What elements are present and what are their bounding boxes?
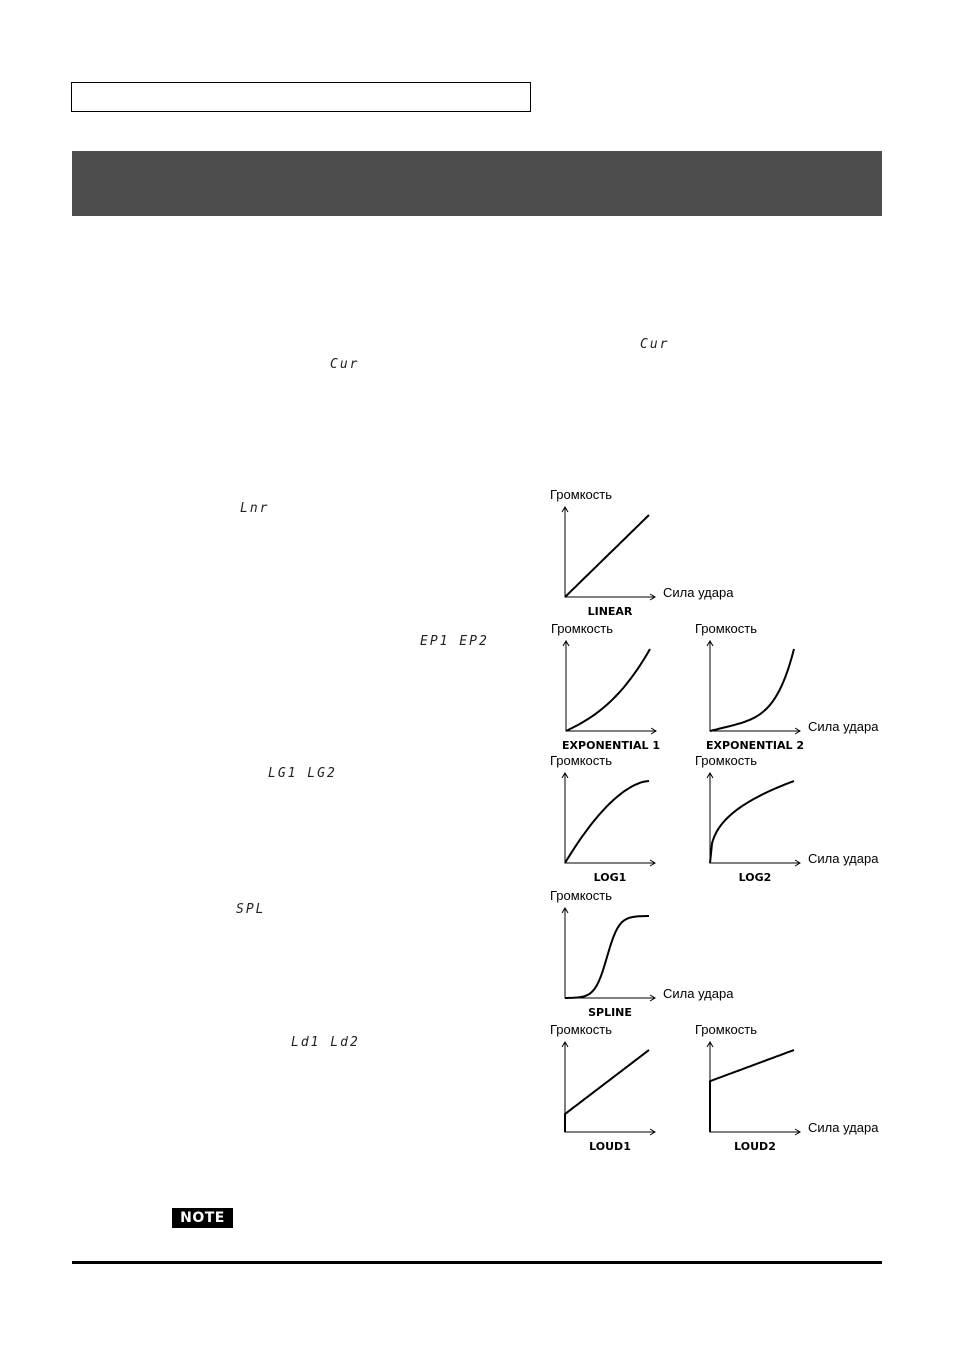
lcd-code-exponential: EP1 EP2: [420, 634, 489, 649]
y-axis-label: Громкость: [695, 1022, 757, 1037]
note-badge: NOTE: [172, 1208, 233, 1228]
y-axis-label: Громкость: [550, 753, 612, 768]
curve-plot: [550, 888, 665, 1003]
x-axis-label: Сила удара: [663, 986, 734, 1001]
curve-name: LINEAR: [587, 605, 633, 618]
curve-line: [710, 649, 794, 731]
curve-plot: [695, 621, 810, 736]
curve-plot: [550, 753, 665, 868]
curve-plot: [695, 753, 810, 868]
curve-plot: [550, 487, 665, 602]
axes: [566, 641, 656, 731]
y-axis-label: Громкость: [695, 621, 757, 636]
curve-graph-linear: [550, 487, 790, 627]
curve-name: LOG2: [738, 871, 772, 884]
curve-plot: [551, 621, 666, 736]
axes: [710, 1042, 800, 1132]
curve-line: [710, 1050, 794, 1132]
lcd-code-cur: Cur: [330, 357, 360, 372]
x-axis-label: Сила удара: [808, 851, 879, 866]
lcd-code-log: LG1 LG2: [268, 766, 337, 781]
curve-line: [710, 781, 794, 863]
curve-name: EXPONENTIAL 1: [562, 739, 660, 752]
y-axis-label: Громкость: [695, 753, 757, 768]
curve-graph-spline: [550, 888, 790, 1028]
x-axis-label: Сила удара: [663, 585, 734, 600]
y-axis-label: Громкость: [551, 621, 613, 636]
curve-line: [565, 916, 649, 998]
section-title-bar: [72, 151, 882, 216]
x-axis-label: Сила удара: [808, 1120, 879, 1135]
axes: [710, 773, 800, 863]
curve-line: [565, 515, 649, 597]
lcd-code-loud: Ld1 Ld2: [291, 1035, 360, 1050]
curve-name: SPLINE: [588, 1006, 632, 1019]
header-box: [71, 82, 531, 112]
lcd-code-linear: Lnr: [240, 501, 270, 516]
x-axis-label: Сила удара: [808, 719, 879, 734]
curve-name: EXPONENTIAL 2: [706, 739, 804, 752]
curve-line: [565, 781, 649, 863]
y-axis-label: Громкость: [550, 888, 612, 903]
curve-graph-log2: [695, 753, 935, 893]
axes: [565, 908, 655, 998]
y-axis-label: Громкость: [550, 487, 612, 502]
axes: [565, 773, 655, 863]
lcd-code-cur: Cur: [640, 337, 670, 352]
curve-name: LOG1: [593, 871, 627, 884]
curve-line: [565, 1050, 649, 1132]
y-axis-label: Громкость: [550, 1022, 612, 1037]
curve-name: LOUD1: [589, 1140, 631, 1153]
curve-name: LOUD2: [734, 1140, 776, 1153]
curve-graph-exponential-2: [695, 621, 935, 761]
footer-rule: [72, 1261, 882, 1264]
curve-line: [566, 649, 650, 731]
curve-plot: [550, 1022, 665, 1137]
curve-plot: [695, 1022, 810, 1137]
curve-graph-loud2: [695, 1022, 935, 1162]
lcd-code-spline: SPL: [236, 902, 266, 917]
